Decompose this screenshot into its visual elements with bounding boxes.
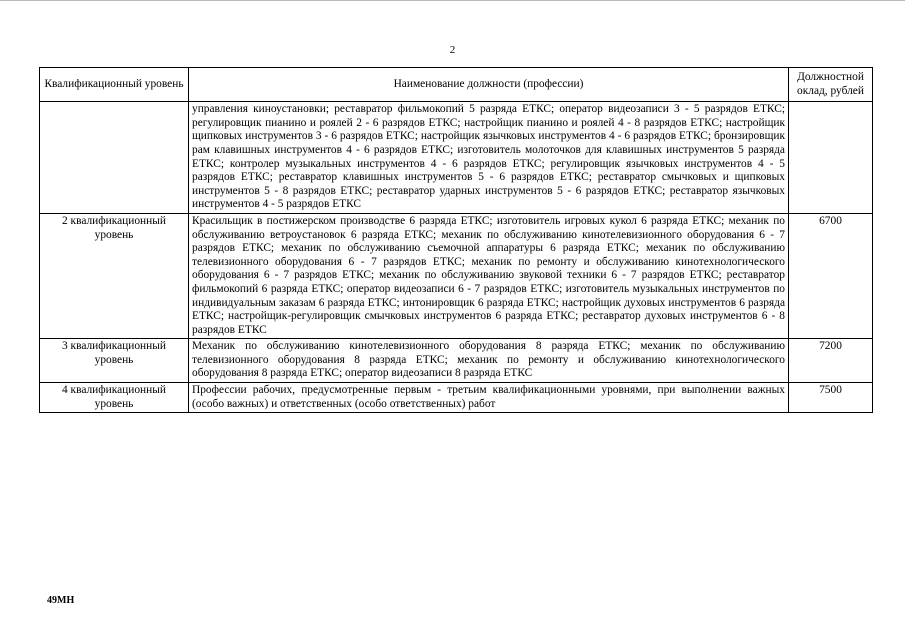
row-salary: 7500 bbox=[789, 383, 873, 413]
table-row bbox=[40, 102, 873, 214]
footer-document-code: 49МН bbox=[47, 595, 75, 606]
row-position-names: Красильщик в постижерском производстве 6 разряда ЕТКС; изготовитель игровых кукол 6 разряда ЕТКС; механик по обслуживанию ветроустановок 6 разряда ЕТКС; механик по обслуживанию кинотелевизионного оборудования 6 - 7 разрядов ЕТКС; механик по обслуживанию съемочной аппаратуры 6 разряда ЕТКС; механик по обслуживанию телевизионного оборудования 6 - 7 разрядов ЕТКС; механик по ремонту и обслуживанию кинотехнологического оборудования 6 - 7 разрядов ЕТКС; механик по обслуживанию звуковой техники 6 - 7 разрядов ЕТКС; реставратор фильмокопий 6 разряда ЕТКС; оператор видеозаписи 6 - 7 разрядов ЕТКС; изготовитель музыкальных инструментов по индивидуальным заказам 6 разряда ЕТКС; интонировщик 6 разряда ЕТКС; настройщик духовых инструментов 6 разряда ЕТКС; настройщик-регулировщик смычковых инструментов 6 разряда ЕТКС; реставратор духовых инструментов 6 - 8 разрядов ЕТКС bbox=[189, 213, 789, 338]
row-qualification-level bbox=[40, 102, 189, 214]
row-position-names: управления киноустановки; реставратор фильмокопий 5 разряда ЕТКС; оператор видеозаписи 3 - 5 разрядов ЕТКС; регулировщик пианино и роялей 2 - 6 разрядов ЕТКС; настройщик пианино и роялей 4 - 8 разрядов ЕТКС; настройщик щипковых инструментов 3 - 6 разрядов ЕТКС; настройщик язычковых инструментов 4 - 6 разрядов ЕТКС; бронзировщик рам клавишных инструментов 4 - 6 разрядов ЕТКС; изготовитель молоточков для клавишных инструментов 5 разряда ЕТКС; контролер музыкальных инструментов 4 - 6 разрядов ЕТКС; регулировщик язычковых инструментов 4 - 5 разрядов ЕТКС; реставратор клавишных инструментов 5 - 6 разрядов ЕТКС; реставратор смычковых и щипковых инструментов 5 - 8 разрядов ЕТКС; реставратор ударных инструментов 5 - 6 разрядов ЕТКС; реставратор язычковых инструментов 4 - 5 разрядов ЕТКС bbox=[189, 102, 789, 214]
row-position-names: Механик по обслуживанию кинотелевизионного оборудования 8 разряда ЕТКС; механик по обслуживанию телевизионного оборудования 8 разряда ЕТКС; механик по ремонту и обслуживанию кинотехнологического оборудования 8 разряда ЕТКС; оператор видеозаписи 8 разряда ЕТКС bbox=[189, 339, 789, 383]
row-qualification-level: 4 квалификационный уровень bbox=[40, 383, 189, 413]
qualification-salary-table bbox=[39, 67, 873, 413]
scan-top-edge bbox=[0, 0, 905, 1]
row-salary bbox=[789, 102, 873, 214]
header-position-name: Наименование должности (профессии) bbox=[189, 68, 789, 102]
page-number: 2 bbox=[449, 44, 456, 56]
row-qualification-level: 3 квалификационный уровень bbox=[40, 339, 189, 383]
row-salary: 7200 bbox=[789, 339, 873, 383]
row-salary: 6700 bbox=[789, 213, 873, 338]
table-row bbox=[40, 213, 873, 338]
row-qualification-level: 2 квалификационный уровень bbox=[40, 213, 189, 338]
header-qualification-level: Квалификационный уровень bbox=[40, 68, 189, 102]
table-header-row bbox=[40, 68, 873, 102]
header-salary: Должностной оклад, рублей bbox=[789, 68, 873, 102]
table-row bbox=[40, 339, 873, 383]
row-position-names: Профессии рабочих, предусмотренные первым - третьим квалификационными уровнями, при выполнении важных (особо важных) и ответственных (особо ответственных) работ bbox=[189, 383, 789, 413]
table-row bbox=[40, 383, 873, 413]
